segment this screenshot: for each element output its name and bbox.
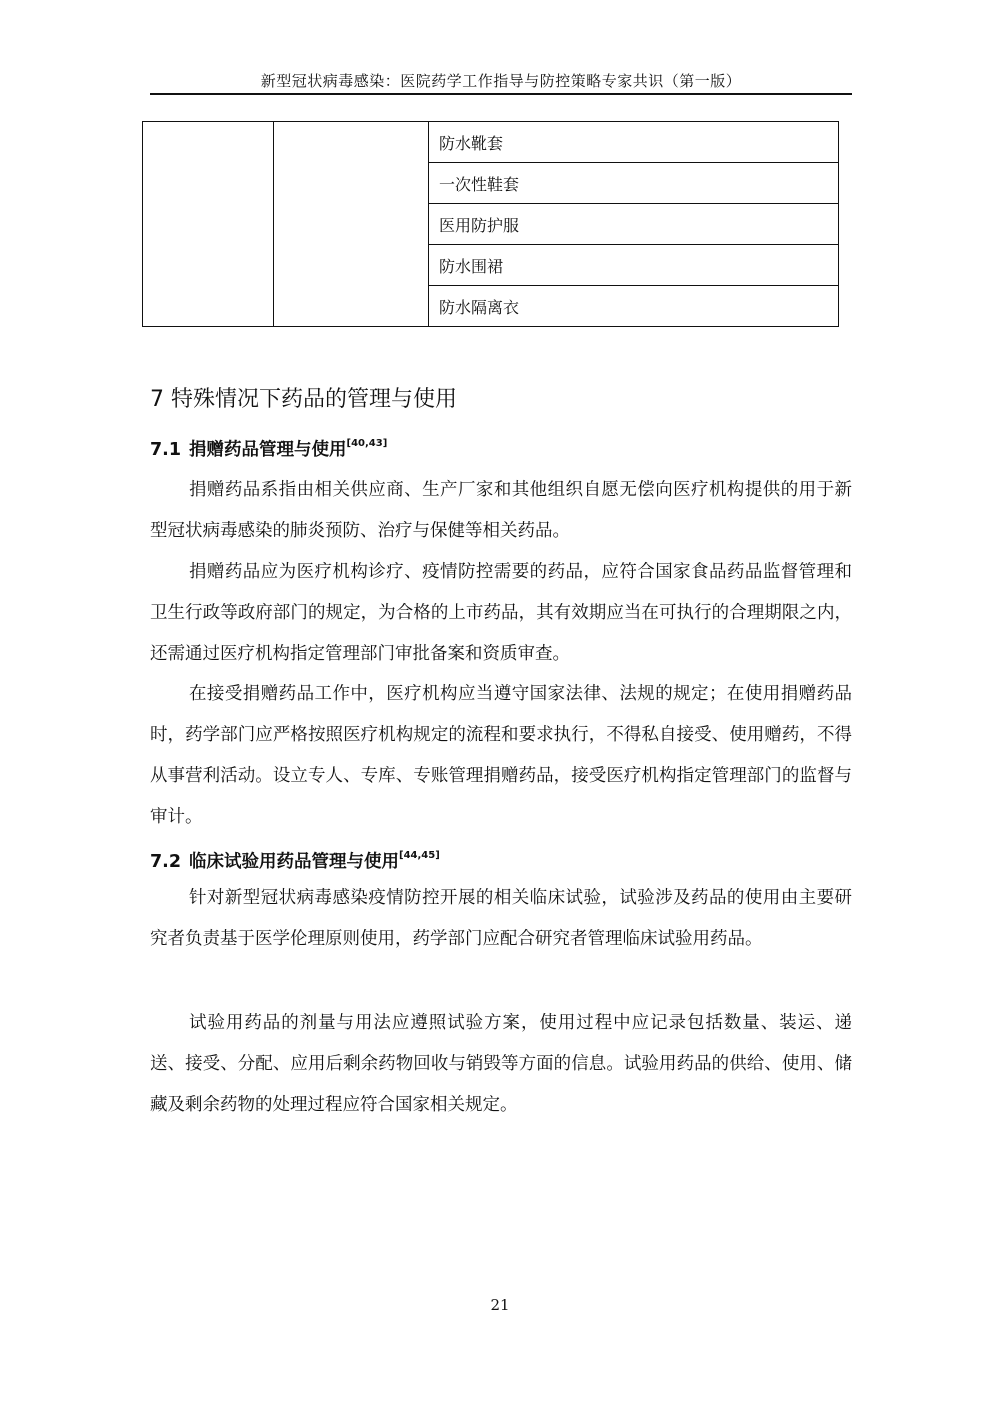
table-cell-item: 防水隔离衣	[429, 286, 839, 327]
table-cell-item: 防水围裙	[429, 245, 839, 286]
page-number: 21	[490, 1296, 510, 1314]
subsection-title: 临床试验用药品管理与使用	[189, 851, 400, 872]
header-rule	[150, 93, 852, 95]
reference-citation: [40,43]	[346, 438, 388, 449]
section-heading	[150, 384, 457, 416]
subsection-title: 捐赠药品管理与使用	[189, 439, 347, 460]
table-cell-item: 一次性鞋套	[429, 163, 839, 204]
paragraph: 捐赠药品应为医疗机构诊疗、疫情防控需要的药品，应符合国家食品药品监督管理和卫生行政等政府部门的规定，为合格的上市药品，其有效期应当在可执行的合理期限之内，还需通过医疗机构指定管理部门审批备案和资质审查。	[150, 562, 852, 664]
reference-citation: [44,45]	[399, 850, 440, 861]
paragraph: 捐赠药品系指由相关供应商、生产厂家和其他组织自愿无偿向医疗机构提供的用于新型冠状病毒感染的肺炎预防、治疗与保健等相关药品。	[150, 480, 852, 541]
paragraph: 针对新型冠状病毒感染疫情防控开展的相关临床试验，试验涉及药品的使用由主要研究者负责基于医学伦理原则使用，药学部门应配合研究者管理临床试验用药品。	[150, 888, 852, 949]
table-cell-item: 防水靴套	[429, 122, 839, 163]
section-title: 特殊情况下药品的管理与使用	[171, 387, 458, 412]
table-merged-cell-1	[143, 122, 274, 327]
protective-items-table	[142, 121, 839, 327]
subsection-heading-7-2	[150, 844, 440, 876]
subsection-heading-7-1	[150, 432, 387, 464]
table-merged-cell-2	[274, 122, 429, 327]
subsection-number: 7.2	[150, 851, 182, 872]
subsection-number: 7.1	[150, 439, 182, 460]
table-cell-item: 医用防护服	[429, 204, 839, 245]
running-header: 新型冠状病毒感染：医院药学工作指导与防控策略专家共识（第一版）	[260, 72, 742, 90]
section-number: 7	[150, 387, 164, 412]
table-row	[143, 122, 839, 163]
paragraph: 在接受捐赠药品工作中，医疗机构应当遵守国家法律、法规的规定；在使用捐赠药品时，药学部门应严格按照医疗机构规定的流程和要求执行，不得私自接受、使用赠药，不得从事营利活动。设立专人、专库、专账管理捐赠药品，接受医疗机构指定管理部门的监督与审计。	[150, 684, 852, 827]
paragraph: 试验用药品的剂量与用法应遵照试验方案，使用过程中应记录包括数量、装运、递送、接受、分配、应用后剩余药物回收与销毁等方面的信息。试验用药品的供给、使用、储藏及剩余药物的处理过程应符合国家相关规定。	[150, 1013, 852, 1115]
